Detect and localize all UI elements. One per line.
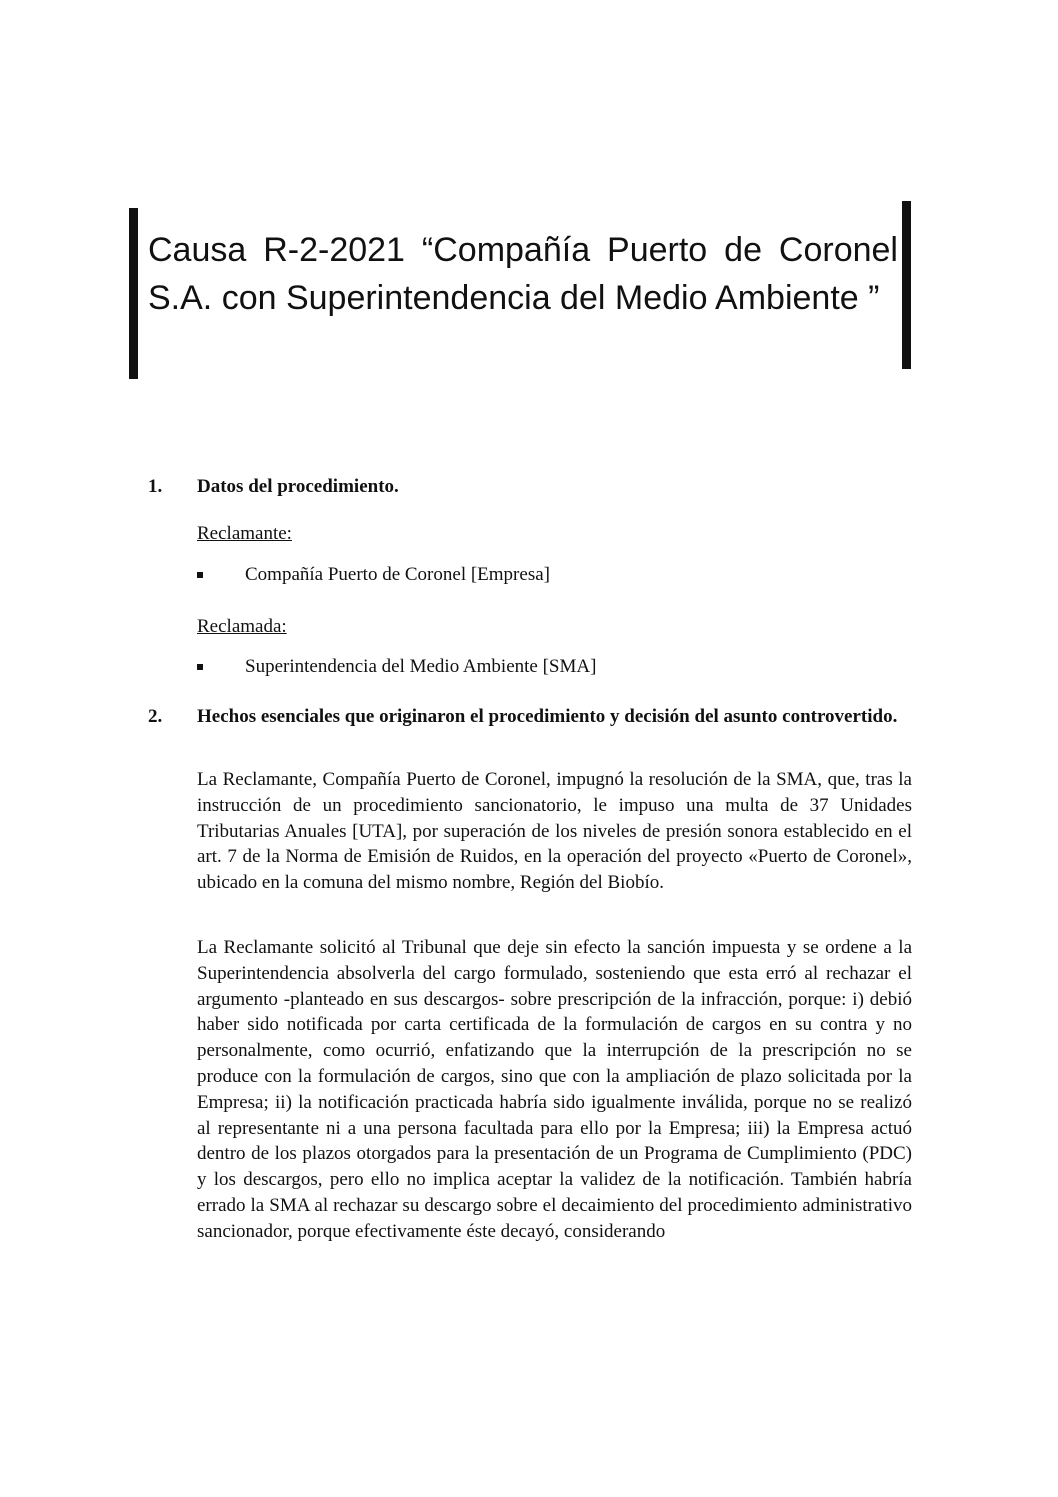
reclamante-label: Reclamante: [197, 523, 292, 544]
section-1-heading [148, 474, 912, 500]
reclamada-label: Reclamada: [197, 616, 287, 637]
section-2-heading [148, 704, 912, 730]
title-right-bar [902, 201, 911, 369]
bullet-icon [197, 572, 203, 578]
title-left-bar [129, 208, 138, 379]
bullet-icon [197, 664, 203, 670]
reclamante-name: Compañía Puerto de Coronel [Empresa] [245, 564, 550, 585]
title-line-1: Causa R-2-2021 “Compañía Puerto de Coronel [148, 231, 898, 269]
paragraph: La Reclamante, Compañía Puerto de Coronel, impugnó la resolución de la SMA, que, tras la instrucción de un procedimiento sancionatorio, le impuso una multa de 37 Unidades Tributarias Anuales [UTA], por superación de los niveles de presión sonora establecido en el art. 7 de la Norma de Emisión de Ruidos, en la operación del proyecto «Puerto de Coronel», ubicado en la comuna del mismo nombre, Región del Biobío. [197, 769, 912, 894]
section-2-number: 2. [148, 706, 163, 727]
section-1-title: Datos del procedimiento. [197, 476, 399, 497]
document-title [148, 226, 898, 322]
reclamante-item [197, 562, 550, 588]
section-1-number: 1. [148, 476, 163, 497]
paragraph: La Reclamante solicitó al Tribunal que deje sin efecto la sanción impuesta y se ordene a la Superintendencia absolverla del cargo formulado, sosteniendo que esta erró al rechazar el argumento -planteado en sus descargos- sobre prescripción de la infracción, porque: i) debió haber sido notificada por carta certificada de la formulación de cargos en su contra y no personalmente, como ocurrió, enfatizando que la interrupción de la prescripción no se produce con la formulación de cargos, sino que con la ampliación de plazo solicitada por la Empresa; ii) la notificación practicada habría sido igualmente inválida, porque no se realizó al representante ni a una persona facultada para ello por la Empresa; iii) la Empresa actuó dentro de los plazos otorgados para la presentación de un Programa de Cumplimiento (PDC) y los descargos, pero ello no implica aceptar la validez de la notificación. También habría errado la SMA al rechazar su descargo sobre el decaimiento del procedimiento administrativo sancionador, porque efectivamente éste decayó, considerando [197, 937, 912, 1242]
section-2-title: Hechos esenciales que originaron el procedimiento y decisión del asunto controvertido. [197, 706, 898, 727]
reclamada-item [197, 654, 596, 680]
title-line-2: S.A. con Superintendencia del Medio Ambiente ” [148, 279, 880, 317]
reclamada-name: Superintendencia del Medio Ambiente [SMA] [245, 656, 597, 677]
